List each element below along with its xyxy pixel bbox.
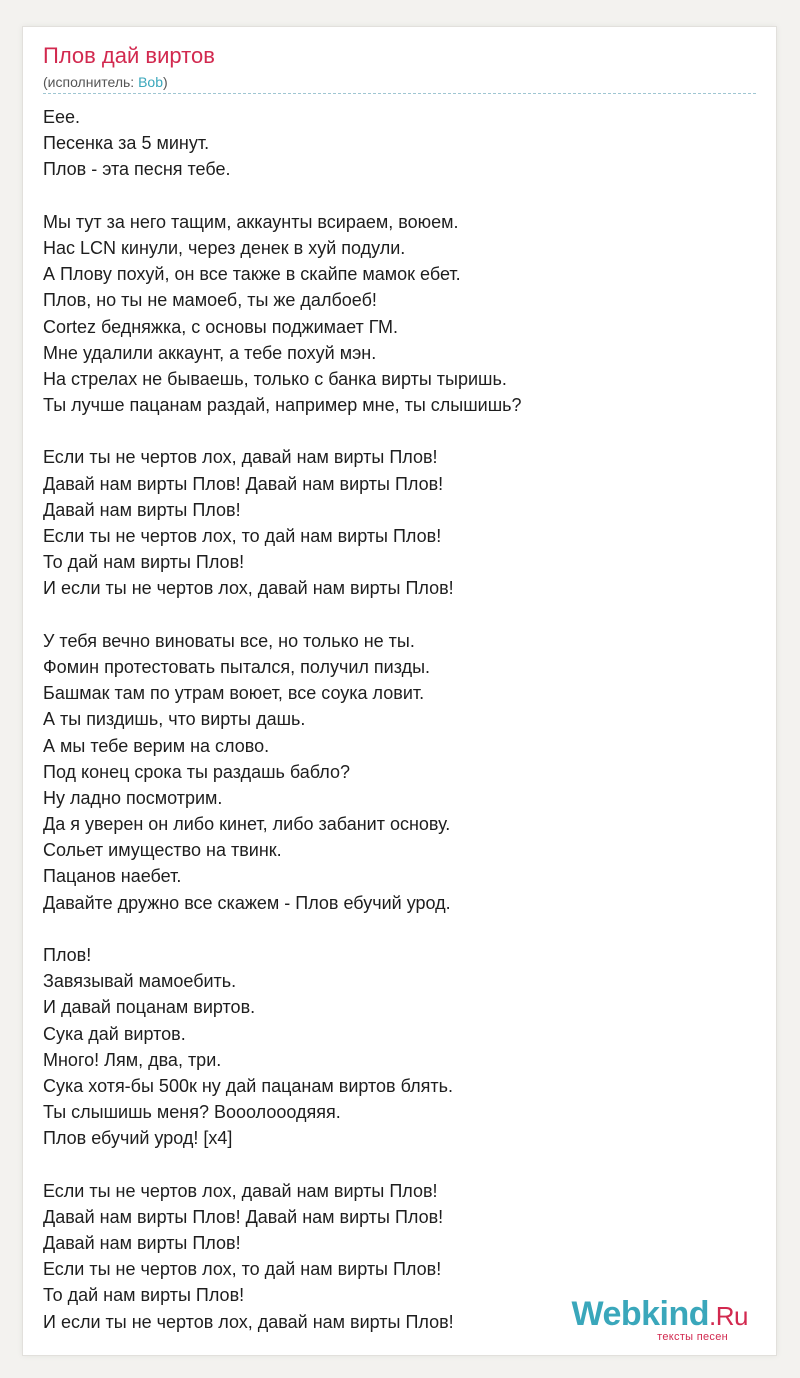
lyric-line: И если ты не чертов лох, давай нам вирты Плов! <box>43 1311 454 1332</box>
lyric-line: Cortez бедняжка, с основы поджимает ГМ. <box>43 316 399 337</box>
lyric-line: Под конец срока ты раздашь бабло? <box>43 761 351 782</box>
lyric-line: Ты слышишь меня? Вооолооодяяя. <box>43 1102 341 1123</box>
lyric-line: Нас LCN кинули, через денек в хуй подули. <box>43 237 406 258</box>
lyrics-text <box>43 104 758 1335</box>
lyric-line: Ты лучше пацанам раздай, например мне, ты слышишь? <box>43 395 522 416</box>
lyric-line: Давай нам вирты Плов! <box>43 1233 241 1254</box>
artist-prefix: (исполнитель: <box>43 74 139 90</box>
lyric-line: Давайте дружно все скажем - Плов ебучий урод. <box>43 892 451 913</box>
lyric-blank-line <box>43 916 758 942</box>
lyric-line: Фомин протестовать пытался, получил пизды. <box>43 656 431 677</box>
lyrics-card <box>22 26 777 1356</box>
webkind-logo <box>548 1295 748 1345</box>
logo-brand-name: Webkind <box>571 1295 710 1333</box>
logo-tagline: тексты песен <box>657 1331 728 1343</box>
lyric-line: Завязывай мамоебить. <box>43 971 237 992</box>
lyric-line: Плов, но ты не мамоеб, ты же далбоеб! <box>43 290 377 311</box>
lyric-line: Если ты не чертов лох, давай нам вирты Плов! <box>43 1180 438 1201</box>
lyric-line: Мне удалили аккаунт, а тебе похуй мэн. <box>43 342 377 363</box>
lyric-blank-line <box>43 602 758 628</box>
lyric-line: И давай поцанам виртов. <box>43 997 256 1018</box>
logo-brand <box>571 1295 748 1334</box>
lyric-line: Давай нам вирты Плов! Давай нам вирты Плов! <box>43 1206 444 1227</box>
lyric-line: Плов! <box>43 945 92 965</box>
song-title: Плов дай виртов <box>43 43 215 68</box>
lyric-line: Сука дай виртов. <box>43 1023 186 1044</box>
logo-brand-tld: .Ru <box>709 1301 748 1331</box>
title-divider <box>43 93 756 94</box>
lyric-line: Давай нам вирты Плов! <box>43 499 241 520</box>
lyric-blank-line <box>43 1152 758 1178</box>
lyric-line: Если ты не чертов лох, то дай нам вирты Плов! <box>43 526 442 546</box>
lyric-line: Плов ебучий урод! [x4] <box>43 1128 233 1149</box>
lyric-line: У тебя вечно виноваты все, но только не ты. <box>43 630 415 651</box>
lyric-line: Если ты не чертов лох, давай нам вирты Плов! <box>43 447 438 468</box>
artist-line <box>43 74 168 90</box>
lyric-line: А мы тебе верим на слово. <box>43 735 270 756</box>
lyric-line: Давай нам вирты Плов! Давай нам вирты Плов! <box>43 473 444 494</box>
lyric-line: На стрелах не бываешь, только с банка вирты тыришь. <box>43 368 507 389</box>
lyric-line: Да я уверен он либо кинет, либо забанит основу. <box>43 814 451 835</box>
lyric-blank-line <box>43 418 758 444</box>
lyric-line: Много! Лям, два, три. <box>43 1049 222 1070</box>
lyric-line: Еее. <box>43 107 81 127</box>
lyric-line: То дай нам вирты Плов! <box>43 552 245 573</box>
lyric-line: И если ты не чертов лох, давай нам вирты Плов! <box>43 578 454 599</box>
lyric-line: Пацанов наебет. <box>43 866 182 887</box>
artist-link[interactable]: Bob <box>138 74 164 90</box>
lyric-line: Башмак там по утрам воюет, все соука ловит. <box>43 683 425 704</box>
artist-suffix: ) <box>163 74 168 90</box>
lyric-line: То дай нам вирты Плов! <box>43 1285 245 1306</box>
lyric-line: Плов - эта песня тебе. <box>43 159 231 180</box>
lyric-line: А Плову похуй, он все также в скайпе мамок ебет. <box>43 264 461 285</box>
lyric-line: Если ты не чертов лох, то дай нам вирты Плов! <box>43 1259 442 1280</box>
lyric-line: Ну ладно посмотрим. <box>43 787 223 808</box>
lyric-line: Песенка за 5 минут. <box>43 133 210 154</box>
lyric-line: Сука хотя-бы 500к ну дай пацанам виртов блять. <box>43 1075 453 1096</box>
lyric-line: А ты пиздишь, что вирты дашь. <box>43 709 306 730</box>
lyric-line: Сольет имущество на твинк. <box>43 840 282 861</box>
lyric-blank-line <box>43 183 758 209</box>
lyric-line: Мы тут за него тащим, аккаунты всираем, воюем. <box>43 211 459 232</box>
